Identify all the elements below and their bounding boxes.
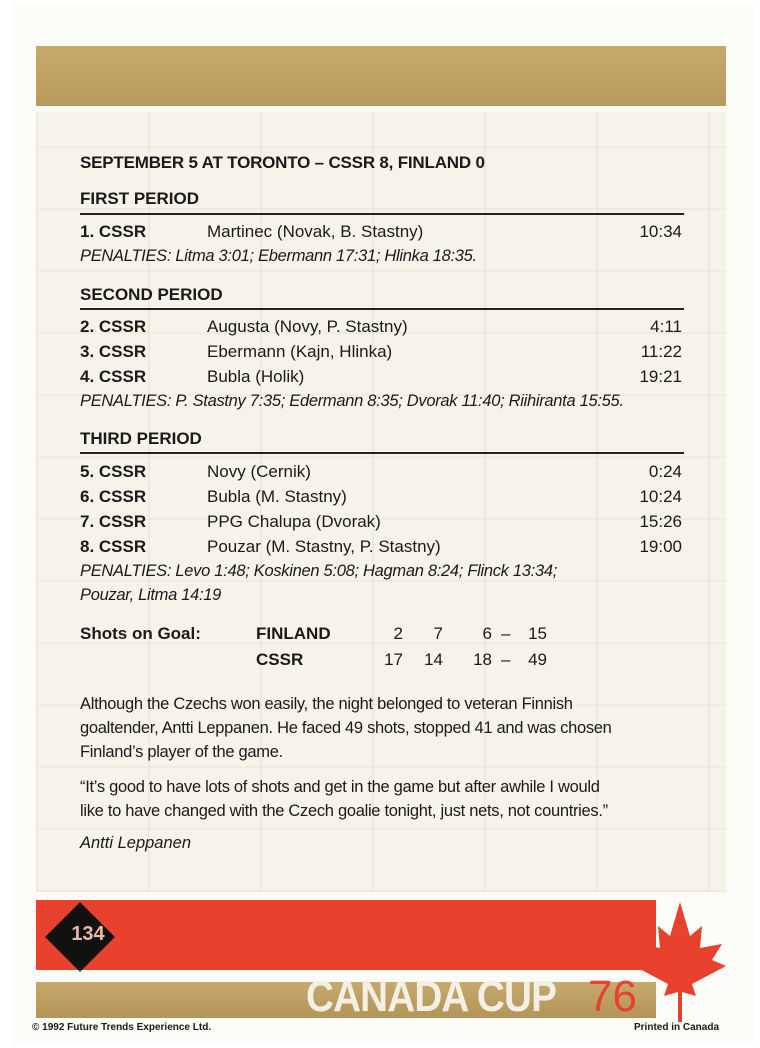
goal-time: 19:00 xyxy=(639,537,682,556)
goal-row xyxy=(80,317,684,339)
game-title: SEPTEMBER 5 AT TORONTO – CSSR 8, FINLAND 0 xyxy=(80,153,485,172)
goal-row xyxy=(80,342,684,364)
goal-row xyxy=(80,487,684,509)
goal-number: 8. CSSR xyxy=(80,537,147,556)
quote-line: like to have changed with the Czech goalie tonight, just nets, not countries.” xyxy=(80,802,608,820)
period-heading: SECOND PERIOD xyxy=(80,285,223,304)
goal-scorer: Bubla (M. Stastny) xyxy=(207,487,347,506)
red-banner xyxy=(36,900,656,970)
printed-in: Printed in Canada xyxy=(634,1022,720,1033)
penalties: PENALTIES: Litma 3:01; Ebermann 17:31; Hlinka 18:35. xyxy=(80,247,477,265)
shots-value: 6 xyxy=(482,624,492,643)
shots-total: 49 xyxy=(528,650,547,669)
shots-team: CSSR xyxy=(256,650,304,669)
goal-scorer: Augusta (Novy, P. Stastny) xyxy=(207,317,408,336)
penalties: PENALTIES: Levo 1:48; Koskinen 5:08; Hagman 8:24; Flinck 13:34; xyxy=(80,562,557,580)
period-heading: THIRD PERIOD xyxy=(80,429,202,448)
shots-dash: – xyxy=(501,624,511,643)
summary-line: Finland’s player of the game. xyxy=(80,743,283,761)
goal-number: 7. CSSR xyxy=(80,512,147,531)
goal-scorer: Pouzar (M. Stastny, P. Stastny) xyxy=(207,537,441,556)
goal-time: 11:22 xyxy=(640,342,682,361)
goal-number: 6. CSSR xyxy=(80,487,147,506)
card-number: 134 xyxy=(71,923,105,945)
penalties: Pouzar, Litma 14:19 xyxy=(80,586,222,604)
goal-row xyxy=(80,512,684,534)
goal-row xyxy=(80,537,684,559)
goal-time: 0:24 xyxy=(648,462,682,481)
goal-scorer: Martinec (Novak, B. Stastny) xyxy=(207,222,424,241)
shots-value: 14 xyxy=(424,650,443,669)
brand-logo-text: CANADA CUP xyxy=(306,972,557,1021)
copyright: © 1992 Future Trends Experience Ltd. xyxy=(32,1022,212,1033)
goal-row xyxy=(80,222,684,244)
goal-time: 19:21 xyxy=(639,367,682,386)
goal-scorer: Ebermann (Kajn, Hlinka) xyxy=(207,342,393,361)
goal-time: 10:24 xyxy=(639,487,682,506)
shots-team: FINLAND xyxy=(256,624,331,643)
goal-time: 10:34 xyxy=(639,222,682,241)
divider xyxy=(80,452,684,454)
top-gold-bar xyxy=(36,46,726,106)
game-summary xyxy=(80,692,690,764)
goal-number: 3. CSSR xyxy=(80,342,147,361)
goal-number: 4. CSSR xyxy=(80,367,147,386)
goal-number: 1. CSSR xyxy=(80,222,147,241)
goal-row xyxy=(80,367,684,389)
divider xyxy=(80,308,684,310)
period-heading: FIRST PERIOD xyxy=(80,189,200,208)
brand-year: 76 xyxy=(588,972,637,1021)
quote-author: Antti Leppanen xyxy=(80,834,192,852)
goal-scorer: Novy (Cernik) xyxy=(207,462,311,481)
penalties: PENALTIES: P. Stastny 7:35; Edermann 8:35; Dvorak 11:40; Riihiranta 15:55. xyxy=(80,392,624,410)
goal-time: 4:11 xyxy=(650,317,682,336)
shots-label: Shots on Goal: xyxy=(80,624,201,643)
shots-value: 18 xyxy=(473,650,492,669)
goal-number: 5. CSSR xyxy=(80,462,147,481)
shots-value: 17 xyxy=(384,650,403,669)
maple-leaf-icon xyxy=(632,896,728,1026)
goal-time: 15:26 xyxy=(639,512,682,531)
shots-value: 7 xyxy=(433,624,443,643)
goal-scorer: Bubla (Holik) xyxy=(207,367,305,386)
summary-line: goaltender, Antti Leppanen. He faced 49 shots, stopped 41 and was chosen xyxy=(80,719,612,737)
goal-number: 2. CSSR xyxy=(80,317,147,336)
player-quote xyxy=(80,775,690,823)
goal-row xyxy=(80,462,684,484)
summary-line: Although the Czechs won easily, the night belonged to veteran Finnish xyxy=(80,695,573,713)
quote-line: “It’s good to have lots of shots and get in the game but after awhile I would xyxy=(80,778,600,796)
goal-scorer: PPG Chalupa (Dvorak) xyxy=(207,512,381,531)
divider xyxy=(80,213,684,215)
shots-total: 15 xyxy=(528,624,547,643)
shots-value: 2 xyxy=(393,624,403,643)
shots-dash: – xyxy=(501,650,511,669)
